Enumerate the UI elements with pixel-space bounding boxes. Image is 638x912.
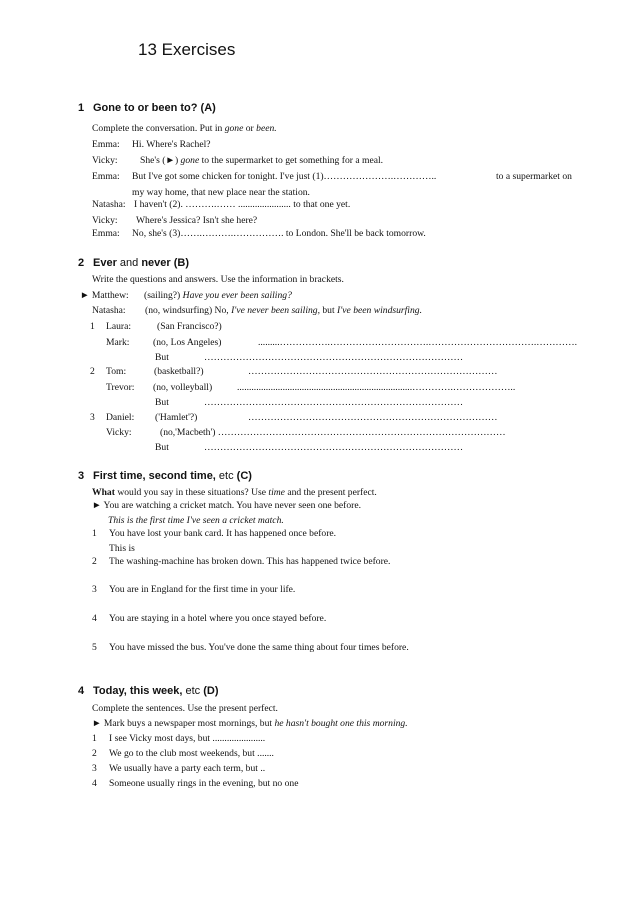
prompt: Someone usually rings in the evening, but no one [109, 778, 299, 789]
answer-blank[interactable]: …………………………………………………………………… [248, 366, 498, 377]
item-number: 4 [92, 778, 97, 789]
prompt: I see Vicky most days, but ...................... [109, 733, 266, 744]
prompt: (basketball?) [154, 366, 204, 377]
speaker: Vicky: [92, 215, 118, 226]
answer-blank[interactable]: ……………………………………………………………………… [204, 442, 464, 453]
section-1-heading [78, 102, 216, 114]
item-number: 2 [90, 366, 95, 377]
but-label: But [155, 397, 169, 408]
item-number: 2 [92, 556, 97, 567]
item-number: 3 [90, 412, 95, 423]
item-number: 3 [92, 763, 97, 774]
section-number: 3 [78, 470, 85, 482]
section-4-heading: 4 Today, this week, etc (D) [78, 685, 219, 697]
utterance: I haven't (2). ……….…… ...................... to that one yet. [134, 199, 351, 210]
utterance: She's (►) gone to the supermarket to get something for a meal. [140, 155, 384, 166]
speaker: Natasha: [92, 305, 126, 316]
section-1-instructions: Complete the conversation. Put in gone or been. [92, 123, 277, 134]
item-number: 4 [92, 613, 97, 624]
speaker: Tom: [106, 366, 127, 377]
example-line: ► You are watching a cricket match. You have never seen one before. [92, 500, 361, 511]
speaker: Emma: [92, 228, 120, 239]
utterance: Hi. Where's Rachel? [132, 139, 211, 150]
answer-blank[interactable]: .........................................................................………….……………….. [237, 382, 516, 393]
example-line: ► Mark buys a newspaper most mornings, but he hasn't bought one this morning. [92, 718, 408, 729]
item-number: 1 [92, 528, 97, 539]
speaker: Emma: [92, 139, 120, 150]
section-number: 4 [78, 685, 85, 697]
answer-start[interactable]: This is [109, 543, 135, 554]
prompt: You are in England for the first time in your life. [109, 584, 296, 595]
prompt: ('Hamlet'?) [155, 412, 198, 423]
section-number: 1 [78, 102, 85, 114]
but-label: But [155, 352, 169, 363]
speaker: Trevor: [106, 382, 135, 393]
utterance: (no, windsurfing) No, I've never been sailing, but I've been windsurfing. [145, 305, 422, 316]
but-label: But [155, 442, 169, 453]
answer-blank[interactable]: .........…………….………………………….…………………………….…………. [258, 337, 577, 348]
prompt: (no,'Macbeth') ……………………………………………………………………………… [160, 427, 506, 438]
answer-blank[interactable]: …………………………………………………………………… [248, 412, 498, 423]
prompt: (San Francisco?) [157, 321, 222, 332]
utterance: No, she's (3)…….……….……………. to London. She'll be back tomorrow. [132, 228, 426, 239]
utterance: (sailing?) Have you ever been sailing? [144, 290, 292, 301]
item-number: 1 [92, 733, 97, 744]
item-number: 3 [92, 584, 97, 595]
speaker: Emma: [92, 171, 120, 182]
speaker: Natasha: [92, 199, 126, 210]
page-title: 13 Exercises [138, 40, 236, 59]
item-number: 5 [92, 642, 97, 653]
section-3-heading: 3 First time, second time, etc (C) [78, 470, 252, 482]
prompt: You have missed the bus. You've done the same thing about four times before. [109, 642, 409, 653]
utterance-end: to a supermarket on [496, 171, 572, 182]
speaker: Laura: [106, 321, 132, 332]
speaker: Vicky: [92, 155, 118, 166]
section-4-instructions: Complete the sentences. Use the present perfect. [92, 703, 278, 714]
prompt: (no, volleyball) [153, 382, 213, 393]
prompt: (no, Los Angeles) [153, 337, 222, 348]
prompt: We usually have a party each term, but .. [109, 763, 266, 774]
answer-blank[interactable]: ……………………………………………………………………… [204, 397, 464, 408]
prompt: The washing-machine has broken down. This has happened twice before. [109, 556, 391, 567]
speaker: Mark: [106, 337, 130, 348]
section-number: 2 [78, 257, 85, 269]
dialogue-continuation: my way home, that new place near the station. [132, 187, 310, 198]
answer-blank[interactable]: ……………………………………………………………………… [204, 352, 464, 363]
section-2-heading: 2 Ever and never (B) [78, 257, 190, 269]
section-3-instructions: What would you say in these situations? Use time and the present perfect. [92, 487, 377, 498]
prompt: You are staying in a hotel where you once stayed before. [109, 613, 327, 624]
item-number: 1 [90, 321, 95, 332]
utterance: But I've got some chicken for tonight. I've just (1)………………….………….. [132, 171, 437, 182]
section-title: Gone to or been to? (A) [93, 102, 216, 114]
prompt: We go to the club most weekends, but ....... [109, 748, 274, 759]
speaker: Daniel: [106, 412, 135, 423]
section-2-instructions: Write the questions and answers. Use the information in brackets. [92, 274, 344, 285]
utterance: Where's Jessica? Isn't she here? [136, 215, 258, 226]
item-number: 2 [92, 748, 97, 759]
prompt: You have lost your bank card. It has happened once before. [109, 528, 337, 539]
speaker: Vicky: [106, 427, 132, 438]
example-answer: This is the first time I've seen a cricket match. [108, 515, 284, 526]
speaker: ► Matthew: [80, 290, 129, 301]
